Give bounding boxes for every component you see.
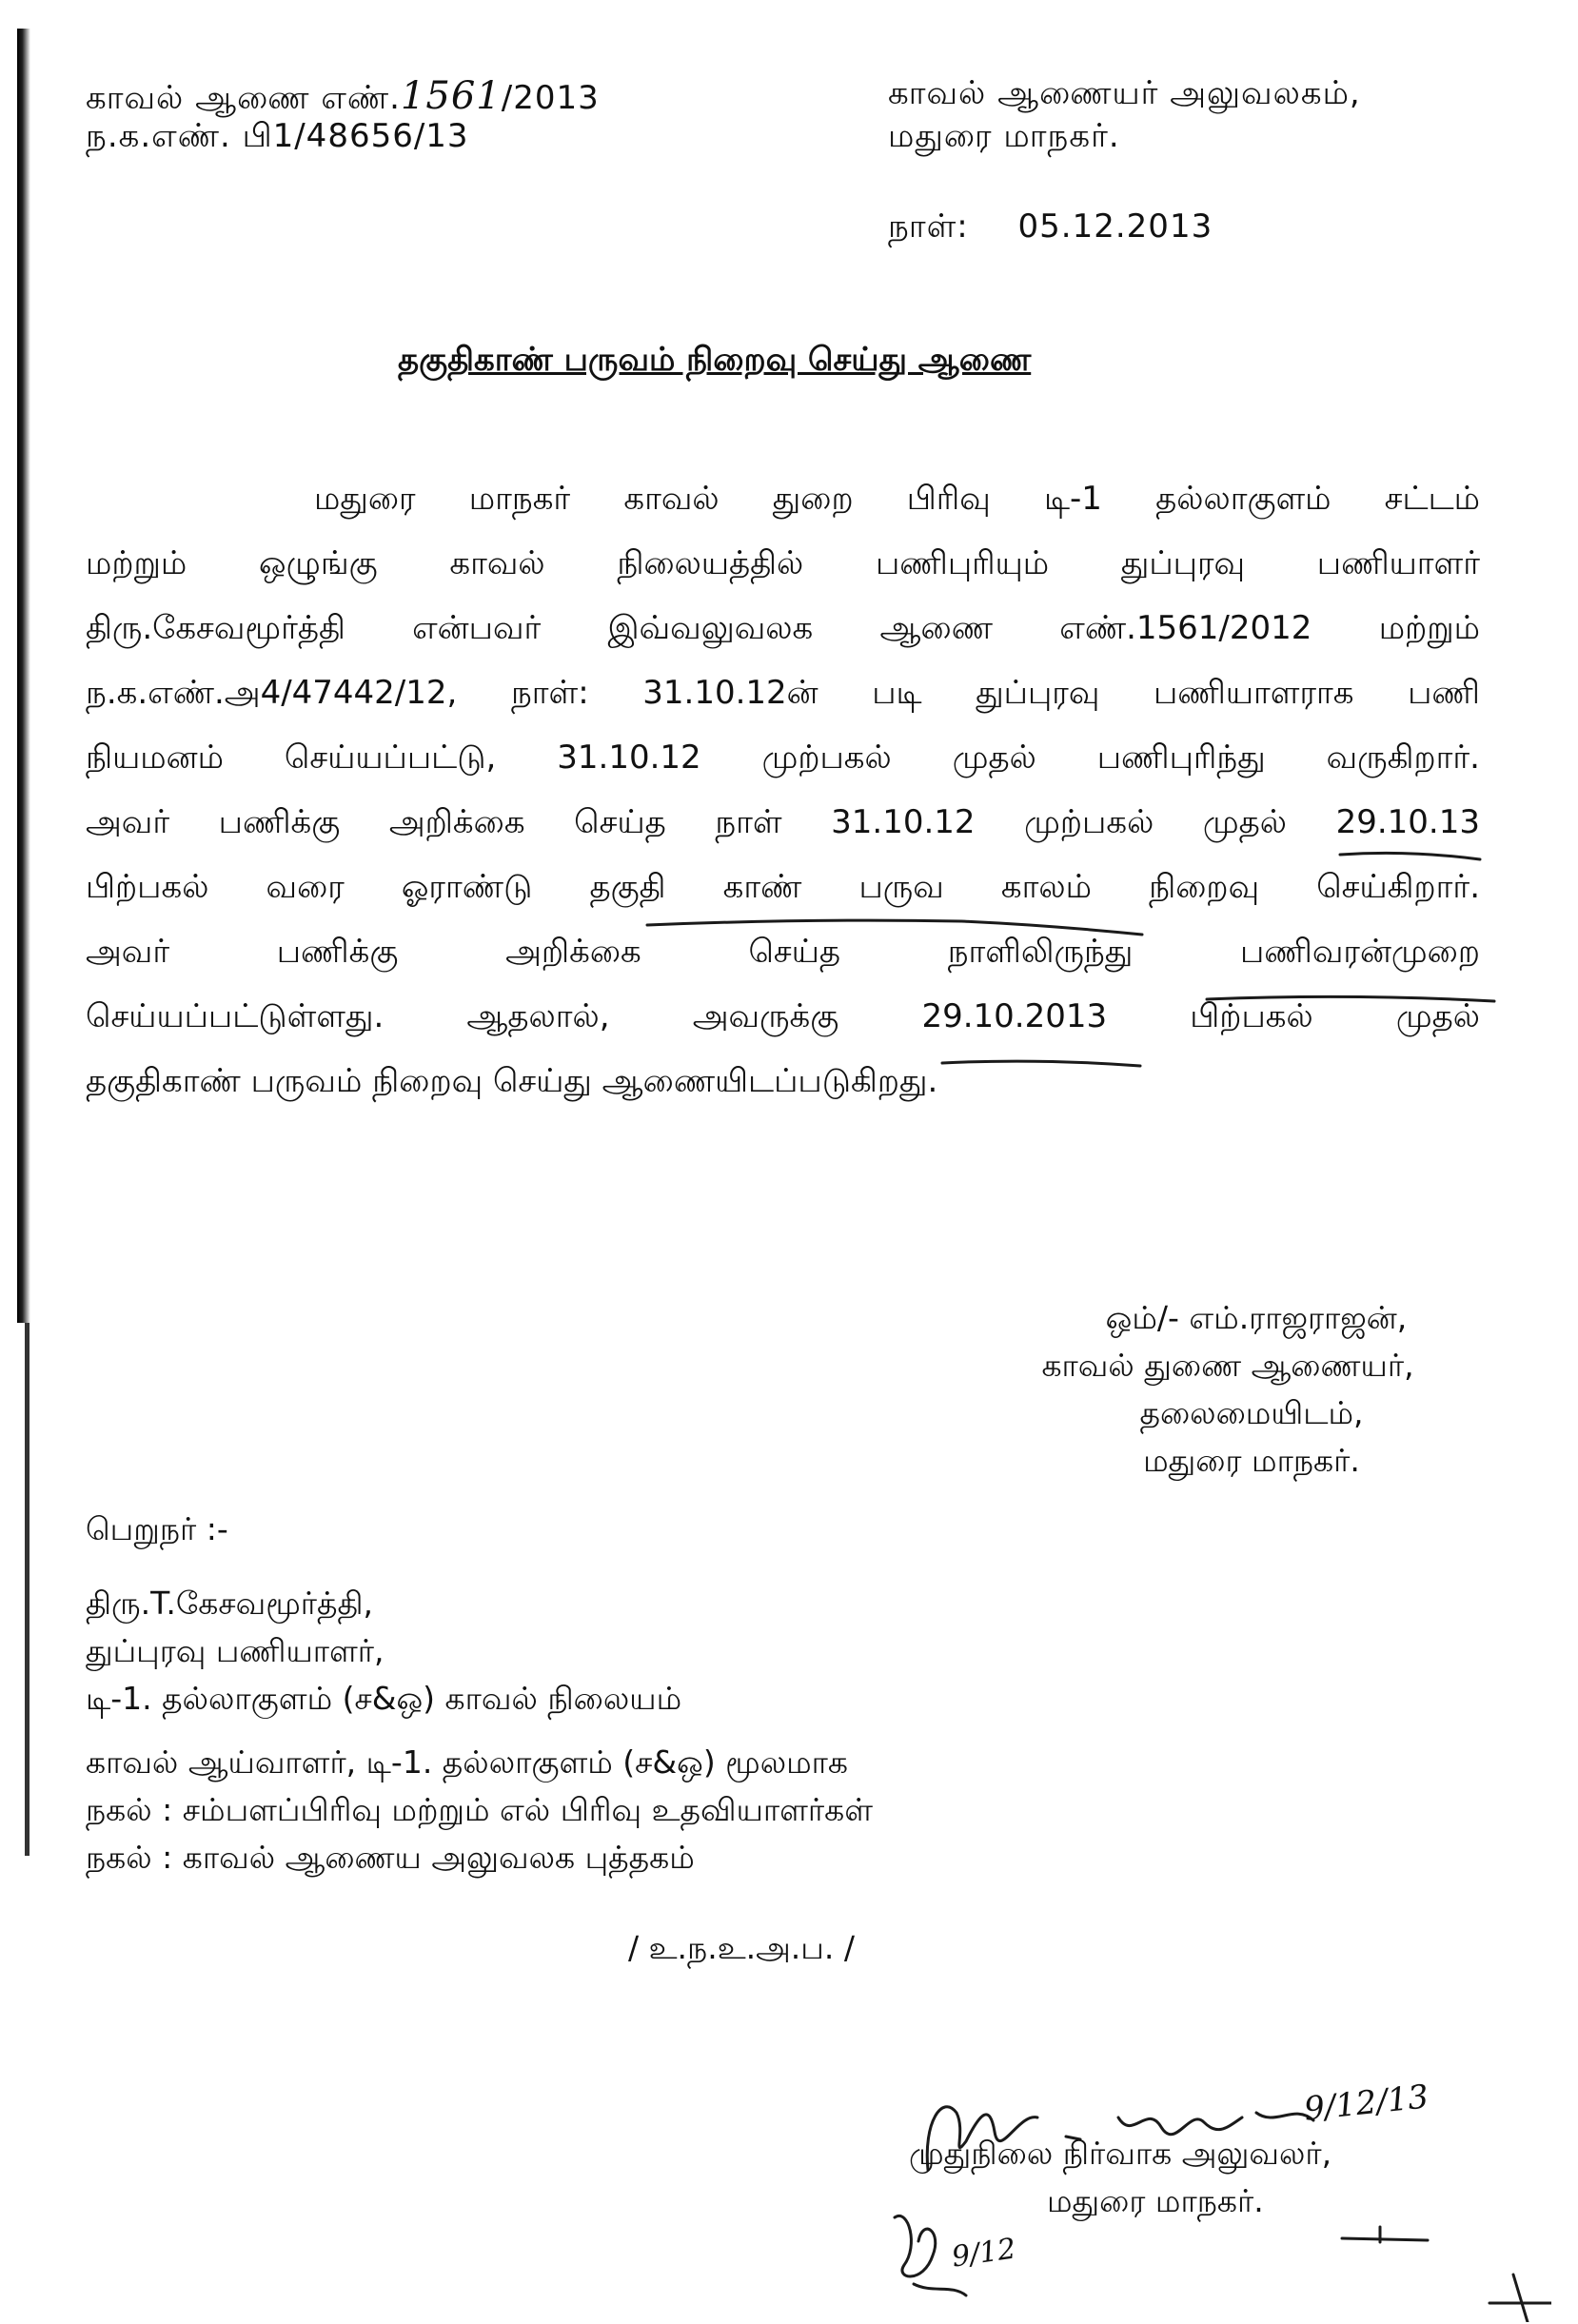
date-label: நாள்: [888,207,969,246]
order-number-handwritten: 1561 [400,74,502,118]
date-value: 05.12.2013 [1017,207,1213,246]
stray-marks [1323,2170,1551,2322]
order-number-prefix: காவல் ஆணை எண். [86,79,401,117]
officer-city: மதுரை மாநகர். [1047,2182,1264,2219]
body-line: மதுரை மாநகர் காவல் துறை பிரிவு டி-1 தல்லாகுளம் சட்டம் [314,480,1480,518]
copy-through: காவல் ஆய்வாளர், டி-1. தல்லாகுளம் (ச&ஒ) மூலமாக [86,1743,849,1781]
officer-designation: முதுநிலை நிர்வாக அலுவலர், [909,2135,1332,2172]
body-line: ந.க.எண்.அ4/47442/12, நாள்: 31.10.12ன் படி துப்புரவு பணியாளராக பணி [86,674,1480,712]
recipient-station: டி-1. தல்லாகுளம் (ச&ஒ) காவல் நிலையம் [86,1680,682,1717]
body-line: நியமனம் செய்யப்பட்டு, 31.10.12 முற்பகல் முதல் பணிபுரிந்து வருகிறார். [86,739,1480,777]
signatory-designation: காவல் துணை ஆணையர், [1041,1347,1414,1384]
recipient-designation: துப்புரவு பணியாளர், [86,1632,385,1669]
office-name: காவல் ஆணையர் அலுவலகம், [888,74,1361,112]
body-line: அவர் பணிக்கு அறிக்கை செய்த நாள் 31.10.12 முற்பகல் முதல் 29.10.13 [86,803,1480,841]
body-line: தகுதிகாண் பருவம் நிறைவு செய்து ஆணையிடப்படுகிறது. [86,1062,938,1100]
signatory-office: தலைமையிடம், [1139,1394,1364,1431]
office-city: மதுரை மாநகர். [888,117,1120,155]
signatory-name: ஒம்/- எம்.ராஜராஜன், [1105,1299,1408,1336]
body-line: அவர் பணிக்கு அறிக்கை செய்த நாளிலிருந்து பணிவரன்முறை [86,933,1480,971]
pen-underline-regularised [1207,996,1494,1001]
recipient-label: பெறுநர் :- [86,1510,228,1547]
signatory-city: மதுரை மாநகர். [1143,1442,1360,1479]
reference-number: ந.க.எண். பி1/48656/13 [86,117,469,155]
copy-salary: நகல் : சம்பளப்பிரிவு மற்றும் எல் பிரிவு உதவியாளர்கள் [86,1791,874,1828]
copy-office-book: நகல் : காவல் ஆணைய அலுவலக புத்தகம் [86,1839,695,1876]
document-title: தகுதிகாண் பருவம் நிறைவு செய்து ஆணை [398,341,1032,379]
body-line: திரு.கேசவமூர்த்தி என்பவர் இவ்வலுவலக ஆணை எண்.1561/2012 மற்றும் [86,609,1480,647]
recipient-block [86,1580,681,1723]
attestation-mark: / உ.ந.உ.அ.ப. / [628,1929,855,1966]
handwritten-date: 9/12/13 [1302,2078,1430,2129]
pen-underline-date [1340,853,1480,859]
order-number-suffix: /2013 [501,79,600,117]
recipient-name: திரு.T.கேசவமூர்த்தி, [86,1585,374,1622]
body-line: பிற்பகல் வரை ஓராண்டு தகுதி காண் பருவ காலம் நிறைவு செய்கிறார். [86,868,1480,906]
body-line: செய்யப்பட்டுள்ளது. ஆதலால், அவருக்கு 29.10.2013 பிற்பகல் முதல் [86,997,1480,1035]
signatory-block [990,1294,1466,1485]
handwritten-initial-date: 9/12 [949,2232,1018,2275]
pen-underline-probation [647,920,1142,935]
copies-block [86,1739,873,1881]
body-line: மற்றும் ஒழுங்கு காவல் நிலையத்தில் பணிபுரியும் துப்புரவு பணியாளர் [86,544,1480,582]
pen-underline-date2 [942,1061,1140,1066]
